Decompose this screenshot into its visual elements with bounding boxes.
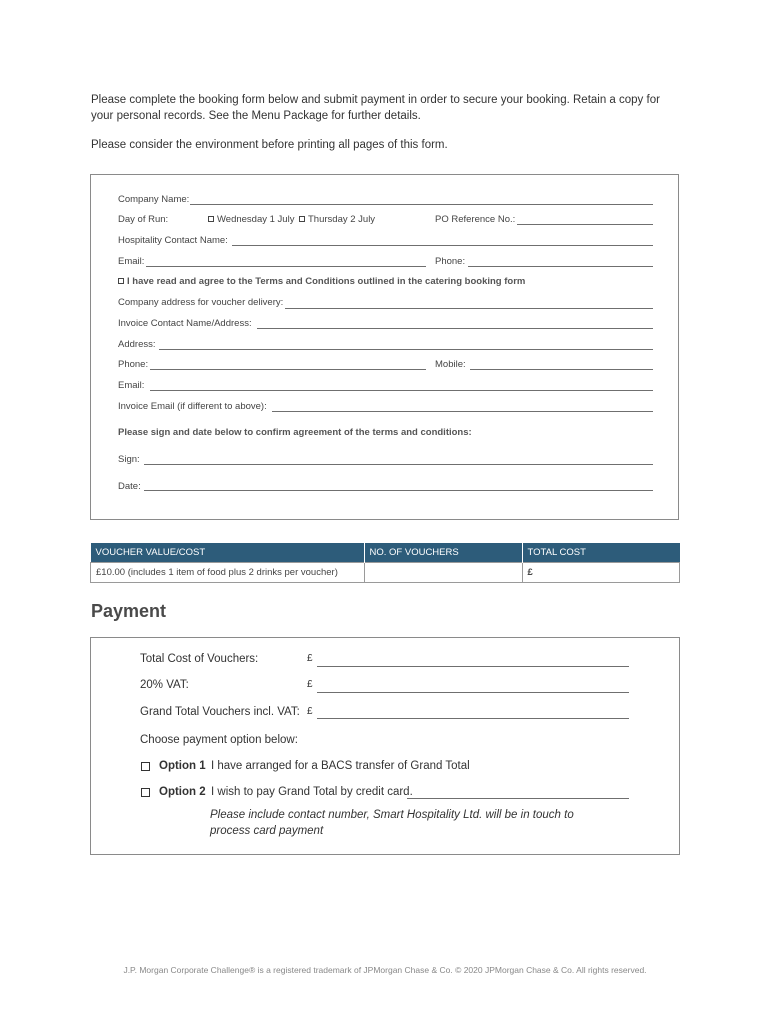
wednesday-label: Wednesday 1 July (217, 214, 295, 225)
hospitality-contact-field[interactable] (232, 245, 653, 246)
option1-label: Option 1 (159, 760, 206, 772)
checkbox-icon[interactable] (208, 216, 214, 222)
option-thursday[interactable] (299, 214, 375, 225)
option-wednesday[interactable] (208, 214, 294, 225)
intro-paragraph: Please complete the booking form below and submit payment in order to secure your booking. Retain a copy for your personal records. See the Menu Package for further details. (91, 94, 660, 122)
total-cost-header: TOTAL COST (522, 543, 680, 563)
no-of-vouchers-header: NO. OF VOUCHERS (364, 543, 522, 563)
invoice-email-field[interactable] (272, 411, 653, 412)
terms-agree-checkbox-row[interactable] (118, 276, 525, 287)
option2-text: I wish to pay Grand Total by credit card. (211, 786, 413, 798)
phone-label: Phone: (435, 256, 466, 267)
mobile-label: Mobile: (435, 359, 466, 370)
po-reference-field[interactable] (517, 224, 653, 225)
payment-title: Payment (91, 601, 167, 621)
option2-label: Option 2 (159, 786, 206, 798)
phone-field[interactable] (468, 266, 653, 267)
voucher-table (90, 543, 680, 583)
sign-label: Sign: (118, 454, 140, 465)
currency-symbol: £ (307, 679, 313, 690)
checkbox-icon[interactable] (118, 278, 124, 284)
grand-total-field[interactable] (317, 718, 629, 719)
company-address-field[interactable] (285, 308, 653, 309)
payment-box (90, 637, 680, 855)
address-field[interactable] (159, 349, 653, 350)
table-row (91, 563, 680, 583)
address-label: Address: (118, 339, 156, 350)
mobile-field[interactable] (470, 369, 653, 370)
email-field-2[interactable] (150, 390, 653, 391)
checkbox-icon[interactable] (299, 216, 305, 222)
total-cost-label: Total Cost of Vouchers: (140, 653, 259, 665)
sign-instruction: Please sign and date below to confirm agreement of the terms and conditions: (118, 427, 472, 438)
card-payment-note: Please include contact number, Smart Hospitality Ltd. will be in touch to process card payment (210, 809, 574, 837)
phone-label-2: Phone: (118, 359, 149, 370)
environment-note: Please consider the environment before printing all pages of this form. (91, 139, 448, 151)
total-cost-field[interactable] (317, 666, 629, 667)
date-label: Date: (118, 481, 141, 492)
option1-checkbox[interactable] (141, 762, 150, 771)
company-address-label: Company address for voucher delivery: (118, 297, 284, 308)
no-of-vouchers-cell[interactable] (364, 563, 522, 583)
booking-form (90, 174, 679, 520)
voucher-value-header: VOUCHER VALUE/COST (91, 543, 365, 563)
day-of-run-label: Day of Run: (118, 214, 169, 225)
date-field[interactable] (144, 490, 653, 491)
voucher-value-cell: £10.00 (includes 1 item of food plus 2 drinks per voucher) (91, 563, 365, 583)
thursday-label: Thursday 2 July (308, 214, 376, 225)
email-field[interactable] (146, 266, 426, 267)
total-cost-cell[interactable]: £ (522, 563, 680, 583)
email-label: Email: (118, 256, 145, 267)
currency-symbol: £ (307, 706, 313, 717)
sign-field[interactable] (144, 464, 653, 465)
voucher-table-header (91, 543, 680, 563)
terms-agree-label: I have read and agree to the Terms and Conditions outlined in the catering booking form (127, 276, 526, 287)
company-name-field[interactable] (190, 204, 653, 205)
option2-checkbox[interactable] (141, 788, 150, 797)
vat-label: 20% VAT: (140, 679, 189, 691)
choose-payment-label: Choose payment option below: (140, 734, 298, 746)
email-label-2: Email: (118, 380, 145, 391)
grand-total-label: Grand Total Vouchers incl. VAT: (140, 706, 300, 718)
currency-symbol: £ (307, 653, 313, 664)
company-name-label: Company Name: (118, 194, 190, 205)
footer-copyright: J.P. Morgan Corporate Challenge® is a registered trademark of JPMorgan Chase & Co. © 2020 JPMorgan Chase & Co. All rights reserved. (123, 965, 647, 975)
hospitality-contact-label: Hospitality Contact Name: (118, 235, 228, 246)
option1-text: I have arranged for a BACS transfer of Grand Total (211, 760, 470, 772)
credit-card-field[interactable] (407, 798, 629, 799)
invoice-email-label: Invoice Email (if different to above): (118, 401, 267, 412)
phone-field-2[interactable] (150, 369, 426, 370)
vat-field[interactable] (317, 692, 629, 693)
invoice-contact-label: Invoice Contact Name/Address: (118, 318, 252, 329)
po-reference-label: PO Reference No.: (435, 214, 516, 225)
invoice-contact-field[interactable] (257, 328, 653, 329)
